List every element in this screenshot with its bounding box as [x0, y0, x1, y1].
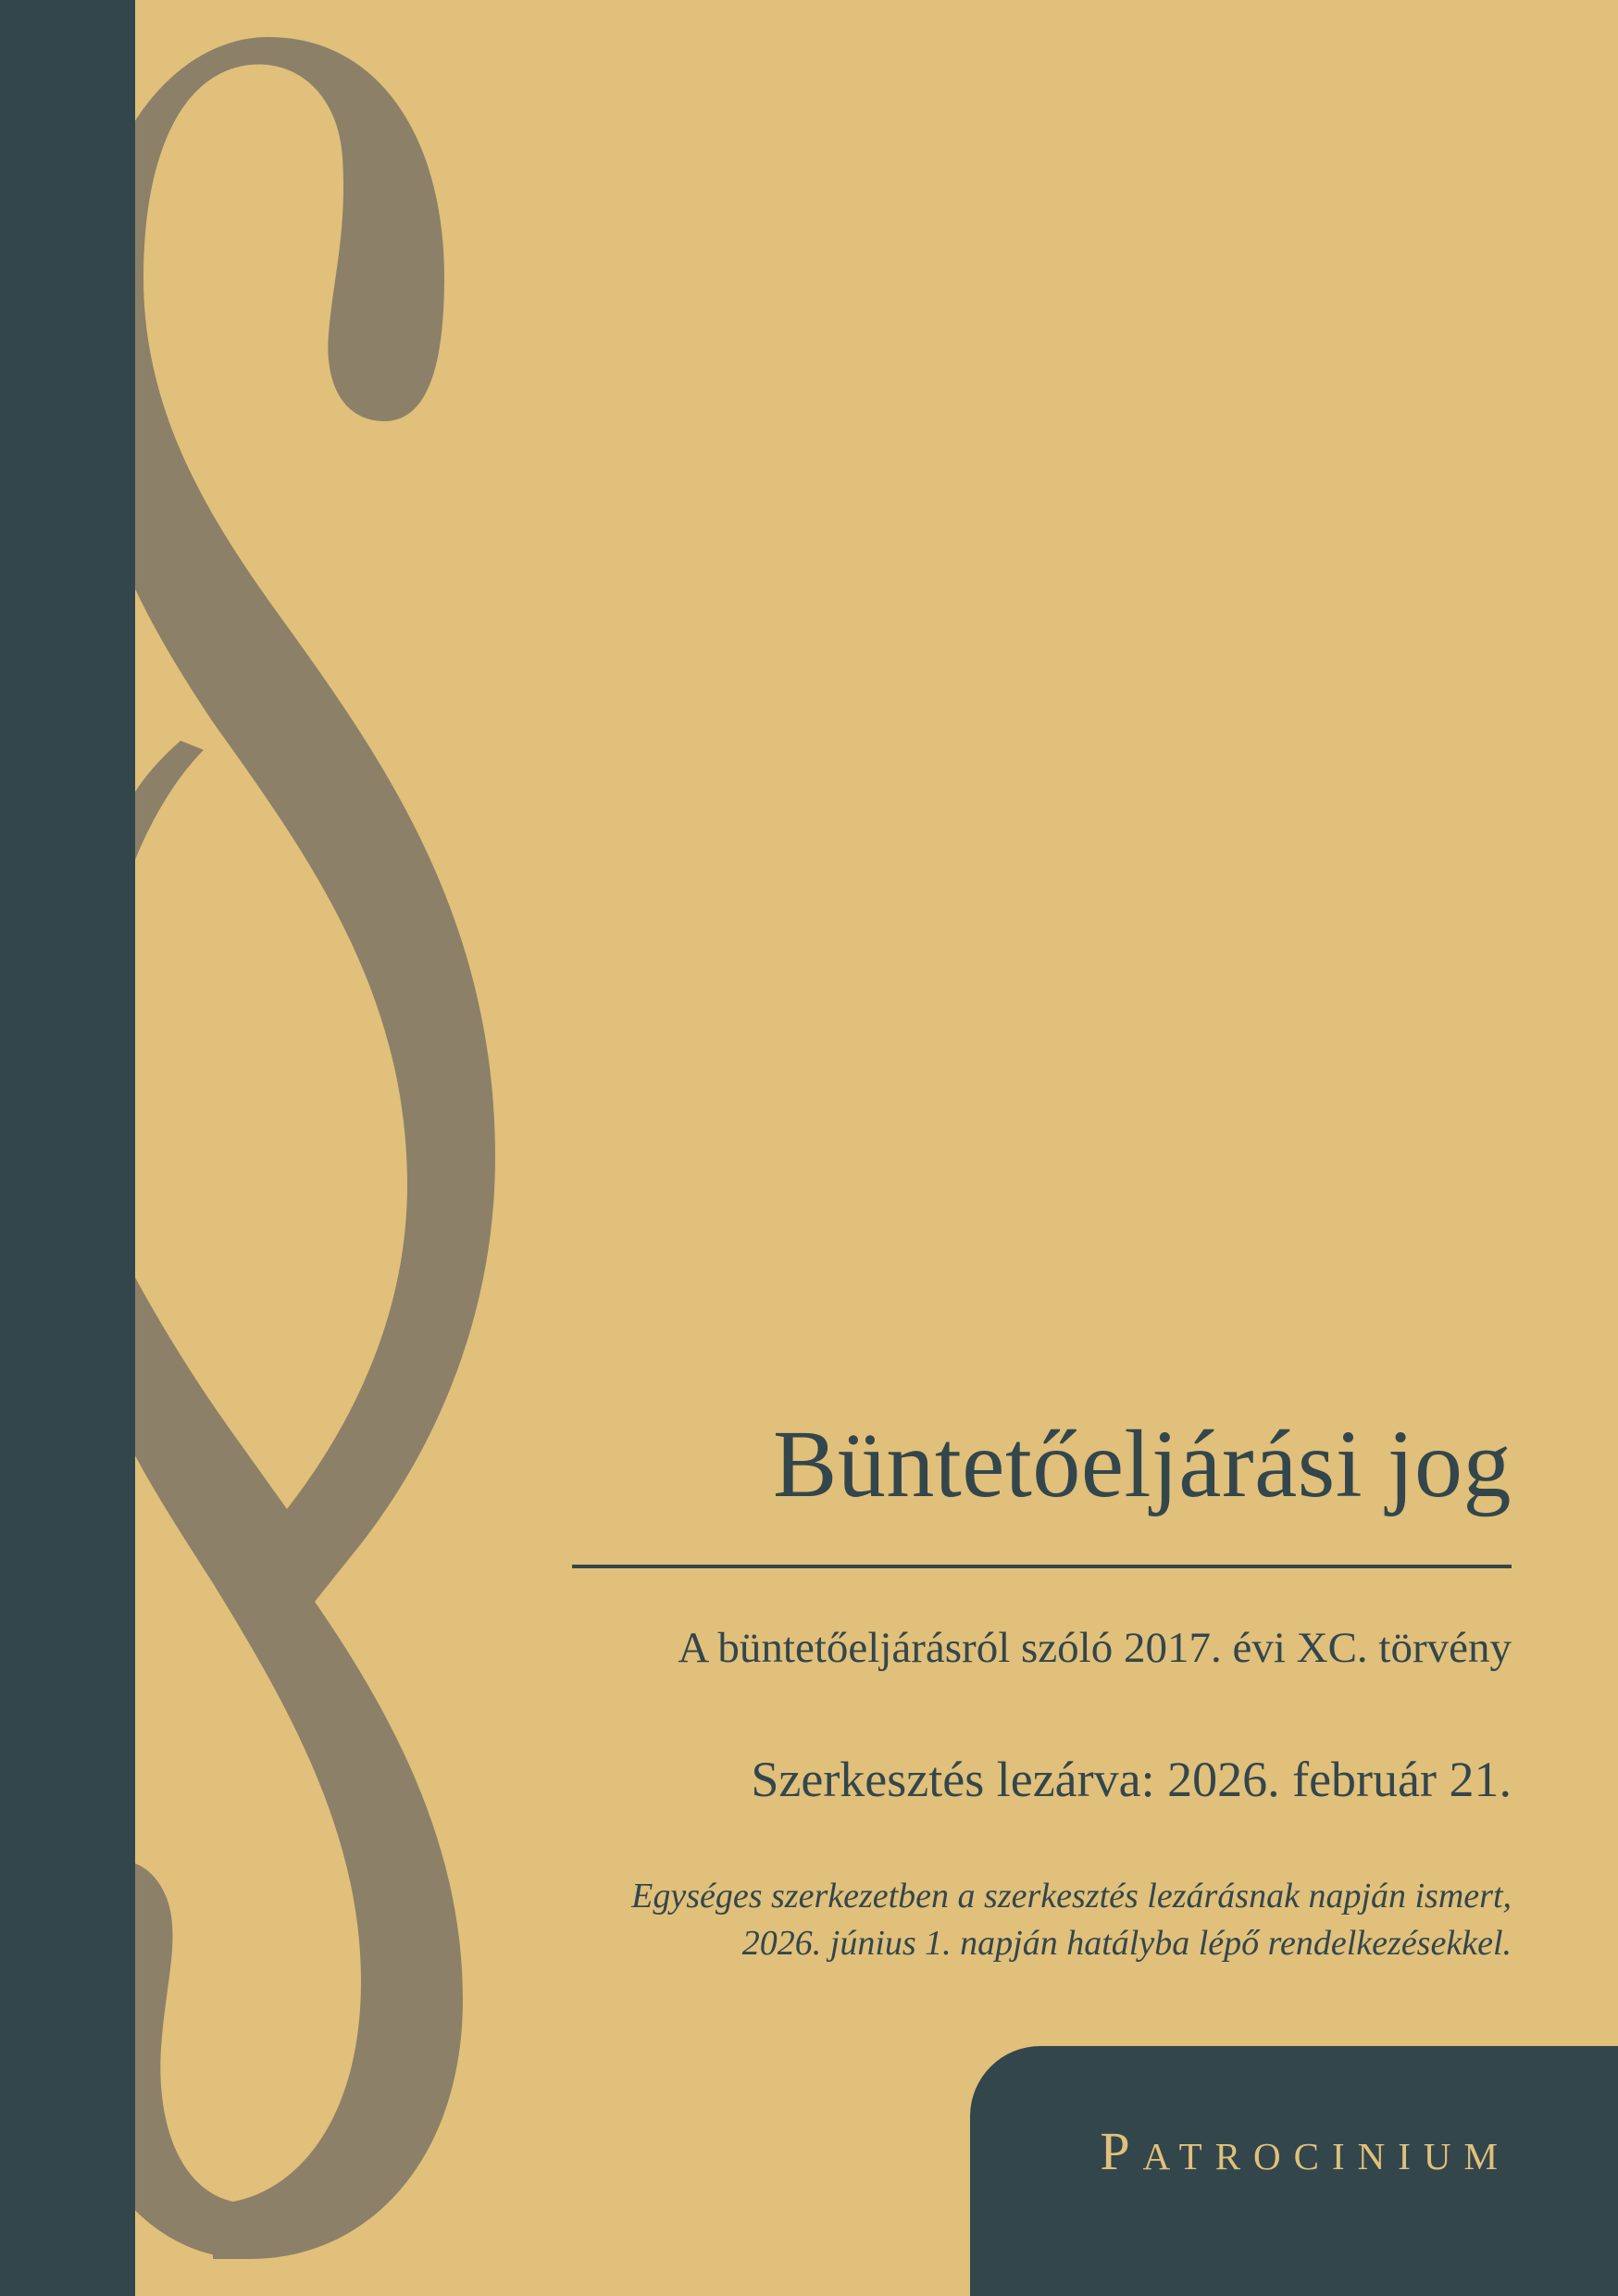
edition-note: [631, 1873, 1512, 1968]
publisher-name: Patrocinium: [1100, 2121, 1511, 2181]
book-subtitle: A büntetőeljárásról szóló 2017. évi XC. törvény: [678, 1624, 1512, 1672]
spine-bar: [0, 0, 135, 2296]
book-title: Büntetőeljárási jog: [773, 1411, 1512, 1517]
edition-note-line-1: Egységes szerkezetben a szerkesztés lezárásnak napján ismert,: [631, 1877, 1512, 1915]
edition-note-line-2: 2026. június 1. napján hatályba lépő rendelkezésekkel.: [741, 1924, 1512, 1964]
title-divider: [572, 1565, 1512, 1568]
publisher-box: [970, 2046, 1618, 2296]
closing-date: Szerkesztés lezárva: 2026. február 21.: [751, 1752, 1512, 1807]
